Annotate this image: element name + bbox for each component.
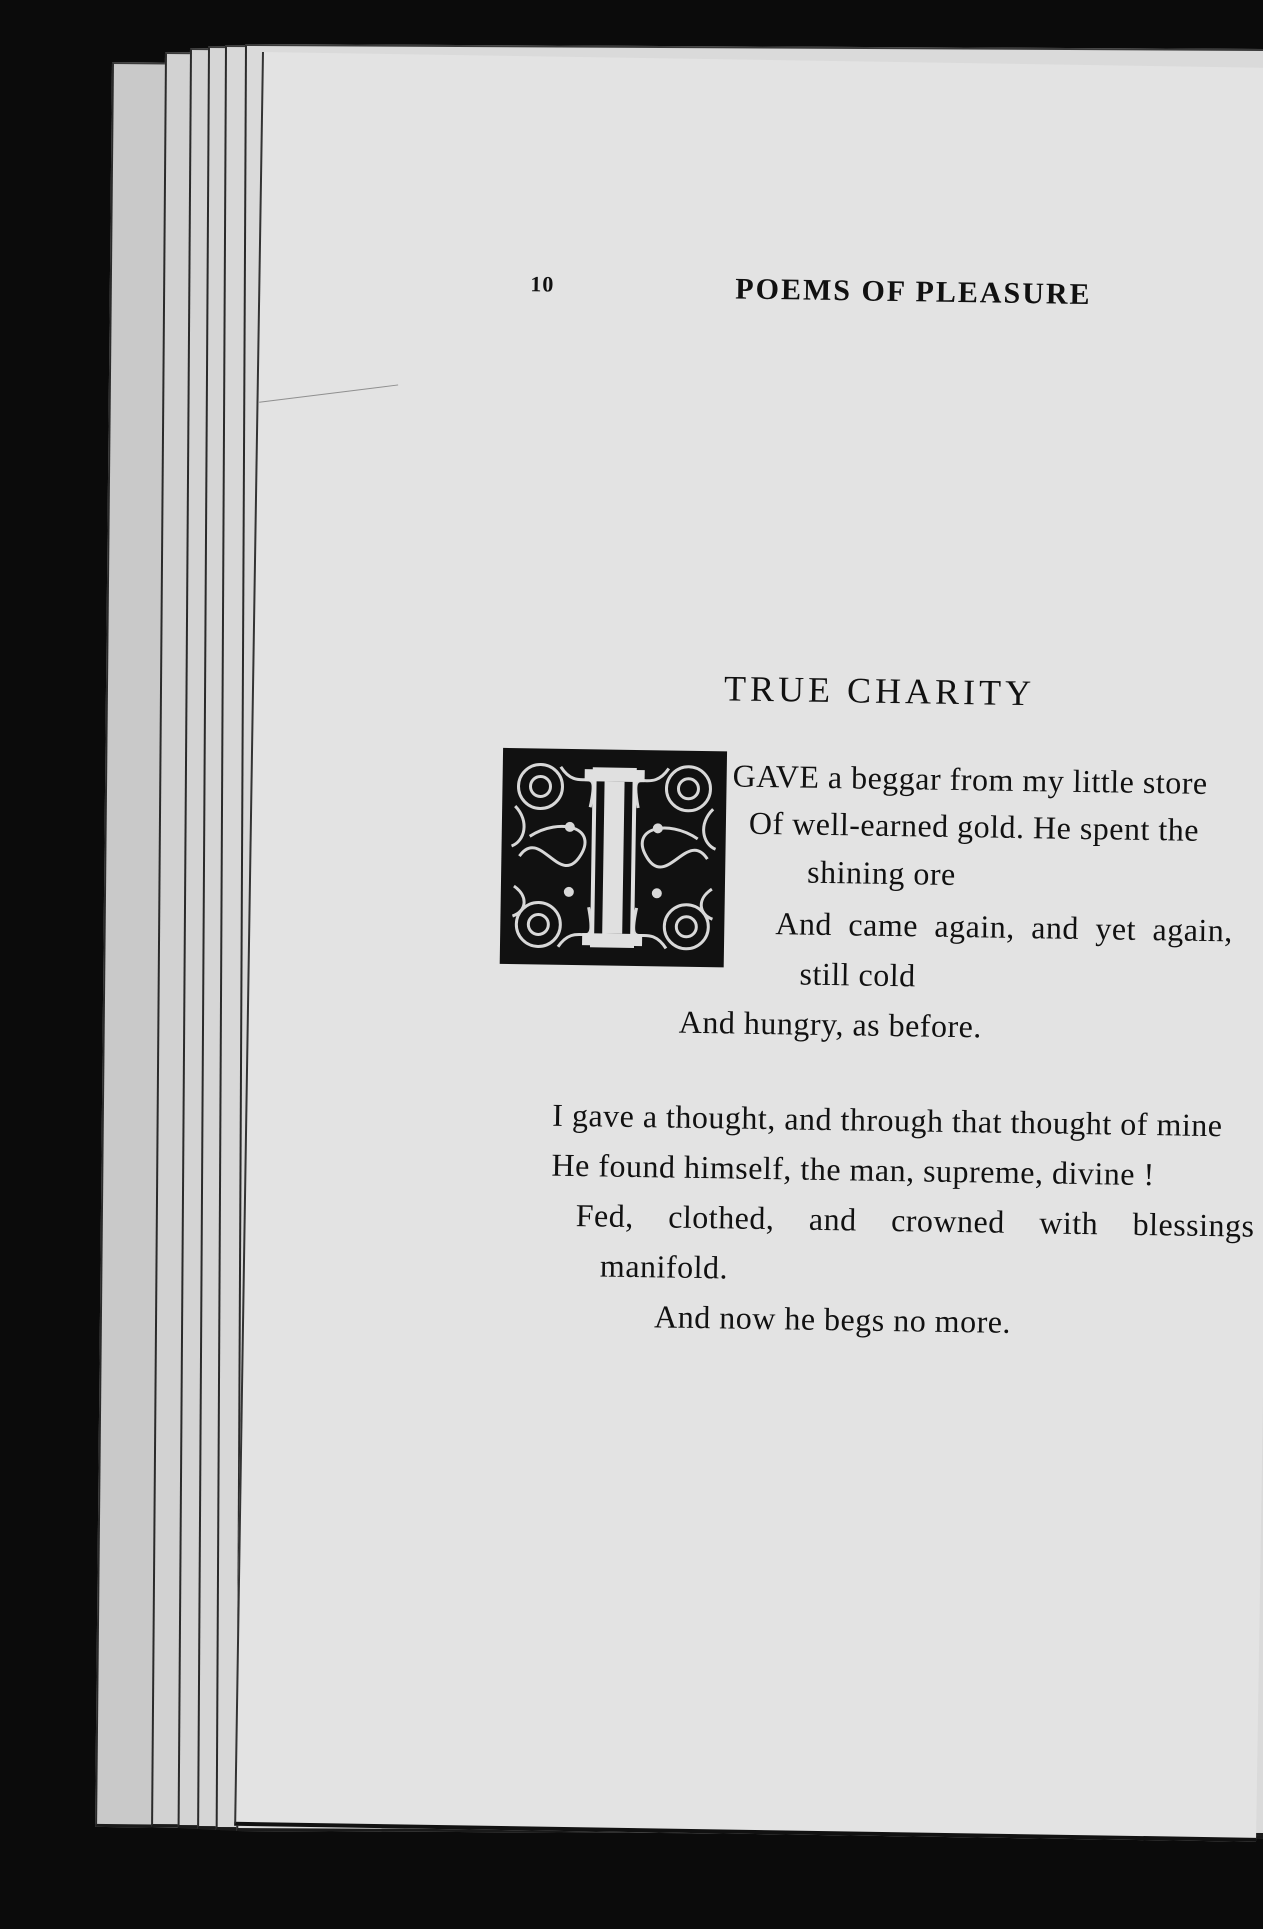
- poem-line: manifold.: [599, 1247, 729, 1286]
- scan-scratch: [259, 384, 398, 402]
- poem-line: And came again, and yet again,: [775, 905, 1234, 949]
- running-head: [260, 267, 1263, 323]
- book-page: [234, 52, 1263, 1842]
- poem-line: Of well-earned gold. He spent the: [748, 804, 1200, 848]
- poem-line: And hungry, as before.: [678, 1003, 983, 1045]
- poem-line: He found himself, the man, supreme, divine !: [551, 1146, 1155, 1193]
- poem-line: shining ore: [806, 853, 957, 892]
- poem-line: GAVE a beggar from my little store: [732, 757, 1208, 801]
- poem-line: still cold: [799, 955, 916, 994]
- ornamental-initial-icon: [498, 746, 729, 970]
- poem-title: TRUE CHARITY: [723, 668, 1036, 714]
- poem-line: I gave a thought, and through that thought of mine: [552, 1096, 1223, 1144]
- poem-line: And now he begs no more.: [653, 1298, 1012, 1340]
- running-title: POEMS OF PLEASURE: [735, 272, 1092, 312]
- poem-line: Fed, clothed, and crowned with blessings: [575, 1197, 1255, 1244]
- page-number: 10: [530, 271, 555, 297]
